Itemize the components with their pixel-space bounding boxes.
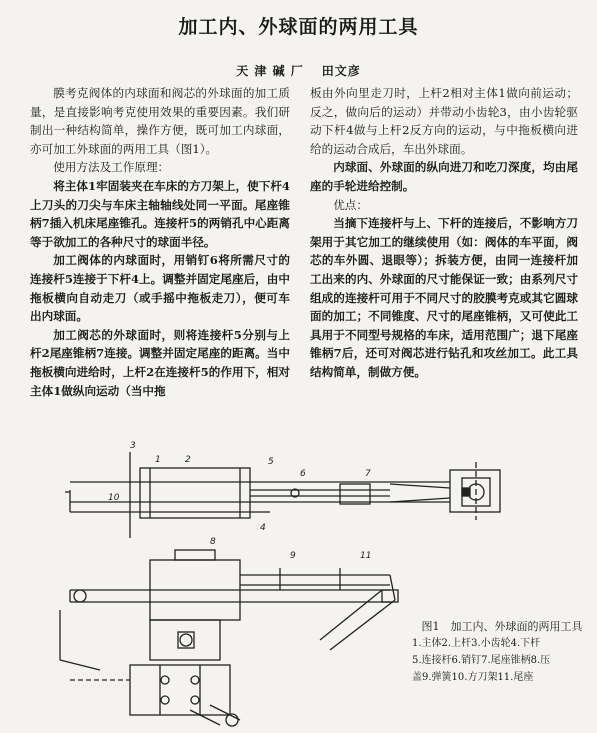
technical-drawing xyxy=(10,440,590,730)
paragraph: 将主体1牢固装夹在车床的方刀架上，使下杆4上刀头的刀尖与车床主轴轴线处同一平面。尾座锥柄7插入机床尾座锥孔。连接杆5的两销孔中心距离等于欲加工的各种尺寸的球面半径。 xyxy=(30,178,290,249)
left-column xyxy=(30,84,290,400)
tool-drawing-figure xyxy=(10,440,590,730)
part-label: 8 xyxy=(210,537,216,547)
part-label: 1 xyxy=(155,455,161,465)
caption-line: 1.主体2.上杆3.小齿轮4.下杆 xyxy=(412,638,541,649)
byline-author: 田文彦 xyxy=(321,64,361,78)
part-label: 3 xyxy=(130,441,136,451)
article-title: 加工内、外球面的两用工具 xyxy=(178,16,419,38)
caption-title: 图1 加工内、外球面的两用工具 xyxy=(421,620,583,633)
right-column xyxy=(310,84,578,382)
paragraph: 膜考克阀体的内球面和阀芯的外球面的加工质量，是直接影响考克使用效果的重要因素。我们研制出一种结构简单，操作方便，既可加工内球面，亦可加工外球面的两用工具（图1）。 xyxy=(30,86,290,156)
paragraph: 当摘下连接杆与上、下杆的连接后，不影响方刀架用于其它加工的继续使用（如：阀体的车平面，阀芯的车外圆、退眼等）；拆装方便，由同一连接杆加工出来的内、外球面的尺寸能保证一致；由系列尺寸组成的连接杆可用于不同尺寸的胶膜考克或其它圆球面的加工；不同锥度、尺寸的尾座锥柄，又可使此工具用于不同型号规格的车床，适用范围广；退下尾座锥柄7后，还可对阀芯进行钻孔和攻丝加工。此工具结构简单，制做方便。 xyxy=(310,216,578,379)
part-label: 11 xyxy=(360,551,372,561)
part-label: 2 xyxy=(185,455,191,465)
part-label: 9 xyxy=(290,551,296,561)
figure-caption xyxy=(412,618,592,686)
part-label: 10 xyxy=(108,493,120,503)
caption-line: 盖9.弹簧10.方刀架11.尾座 xyxy=(412,672,534,683)
part-label: 4 xyxy=(260,523,266,533)
byline xyxy=(0,62,597,79)
caption-line: 5.连接杆6.销钉7.尾座锥柄8.压 xyxy=(412,655,551,666)
section-heading: 使用方法及工作原理： xyxy=(53,160,170,175)
paragraph: 板由外向里走刀时，上杆2相对主体1做向前运动；反之，做向后的运动）并带动小齿轮3，由小齿轮驱动下杆4做与上杆2反方向的运动，与中拖板横向进给的运动合成后，车出外球面。 xyxy=(310,86,578,156)
paragraph: 加工阀体的内球面时，用销钉6将所需尺寸的连接杆5连接于下杆4上。调整并固定尾座后，由中拖板横向自动走刀（或手摇中拖板走刀），便可车出内球面。 xyxy=(30,253,290,324)
part-label: 7 xyxy=(365,469,371,479)
section-heading: 优点： xyxy=(333,197,368,212)
paragraph: 加工阀芯的外球面时，则将连接杆5分别与上杆2尾座锥柄7连接。调整并固定尾座的距离。当中拖板横向进给时，上杆2在连接杆5的作用下，相对主体1做纵向运动（当中拖 xyxy=(30,327,290,398)
part-label: 5 xyxy=(268,457,274,467)
paragraph: 内球面、外球面的纵向进刀和吃刀深度，均由尾座的手轮进给控制。 xyxy=(310,160,578,193)
byline-org: 天 津 碱 厂 xyxy=(236,64,304,78)
part-label: 6 xyxy=(300,469,306,479)
